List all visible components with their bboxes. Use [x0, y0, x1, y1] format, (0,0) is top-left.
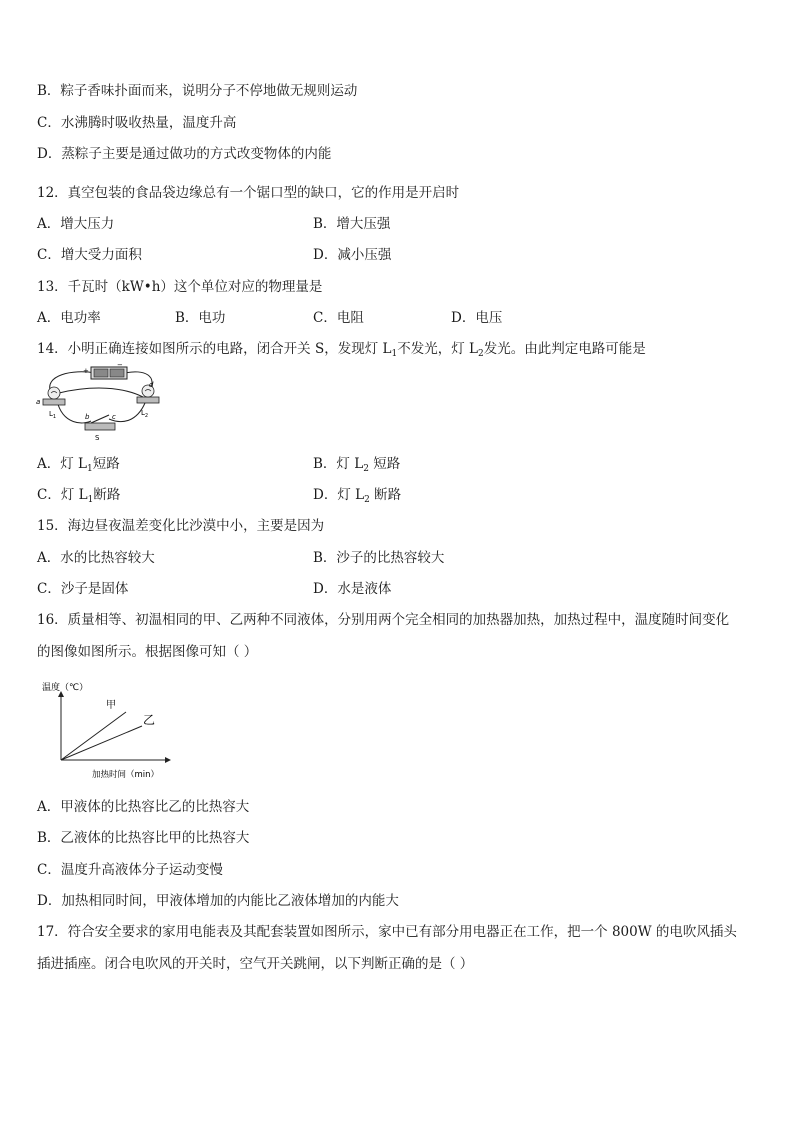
- q14-option-a: A．灯 $L_1$短路: [37, 456, 120, 474]
- q16-option-a: A．甲液体的比热容比乙的比热容大: [37, 799, 250, 815]
- q12-option-c: C．增大受力面积: [37, 247, 142, 263]
- q12-option-b: B．增大压强: [313, 216, 391, 232]
- graph-line-yi: [61, 726, 142, 760]
- q14-option-c: C．灯 $L_1$断路: [37, 487, 121, 505]
- lamp-l2: [137, 385, 159, 403]
- q15-option-d: D．水是液体: [313, 581, 392, 597]
- battery-minus-label: −: [117, 363, 123, 369]
- q16-option-d: D．加热相同时间，甲液体增加的内能比乙液体增加的内能大: [37, 893, 399, 909]
- q13-stem: 13．千瓦时（kW•h）这个单位对应的物理量是: [37, 279, 323, 295]
- terminal-a-label: a: [36, 398, 41, 406]
- q16-option-b: B．乙液体的比热容比甲的比热容大: [37, 830, 250, 846]
- q17-stem-line2: 插进插座。闭合电吹风的开关时，空气开关跳闸，以下判断正确的是（ ）: [37, 956, 474, 972]
- q11-option-d: D．蒸粽子主要是通过做功的方式改变物体的内能: [37, 146, 332, 162]
- q12-option-d: D．减小压强: [313, 247, 392, 263]
- terminal-c-label: c: [112, 413, 116, 421]
- switch-s-label: S: [95, 434, 100, 442]
- q14-option-d: D．灯 $L_2$ 断路: [313, 487, 402, 505]
- q14-option-b: B．灯 $L_2$ 短路: [313, 456, 401, 474]
- q13-option-a: A．电功率: [37, 310, 101, 326]
- q11-option-c: C．水沸腾时吸收热量，温度升高: [37, 115, 237, 131]
- q15-option-c: C．沙子是固体: [37, 581, 129, 597]
- q15-option-b: B．沙子的比热容较大: [313, 550, 445, 566]
- q14-circuit-figure: [33, 363, 163, 443]
- q13-option-d: D．电压: [451, 310, 503, 326]
- switch-s: [85, 415, 115, 430]
- q15-stem: 15．海边昼夜温差变化比沙漠中小，主要是因为: [37, 518, 325, 534]
- q13-option-c: C．电阻: [313, 310, 364, 326]
- q13-option-b: B．电功: [175, 310, 226, 326]
- q12-stem: 12．真空包装的食品袋边缘总有一个锯口型的缺口，它的作用是开启时: [37, 185, 460, 201]
- terminal-d-label: d: [149, 381, 154, 389]
- q16-stem-line1: 16．质量相等、初温相同的甲、乙两种不同液体，分别用两个完全相同的加热器加热，加热过程中，温度随时间变化: [37, 612, 730, 628]
- q11-option-b: B．粽子香味扑面而来，说明分子不停地做无规则运动: [37, 83, 358, 99]
- q17-stem-line1: 17．符合安全要求的家用电能表及其配套装置如图所示，家中已有部分用电器正在工作，把一个 800W 的电吹风插头: [37, 924, 737, 940]
- terminal-b-label: b: [85, 413, 90, 421]
- graph-line-jia: [61, 712, 126, 760]
- graph-ylabel: 温度（℃）: [42, 683, 89, 693]
- q14-stem: 14．小明正确连接如图所示的电路，闭合开关 S，发现灯 $L_1$不发光，灯 $L_2$发光。由此判定电路可能是: [37, 341, 646, 359]
- graph-label-jia: 甲: [106, 700, 116, 711]
- lamp-l2-label: $L_2$: [141, 409, 149, 419]
- q16-stem-line2: 的图像如图所示。根据图像可知（ ）: [37, 644, 258, 660]
- q16-temperature-graph: [42, 678, 172, 782]
- graph-label-yi: 乙: [143, 713, 156, 727]
- q15-option-a: A．水的比热容较大: [37, 550, 155, 566]
- lamp-l1: [43, 387, 65, 405]
- lamp-l1-label: $L_1$: [49, 410, 57, 420]
- q12-option-a: A．增大压力: [37, 216, 115, 232]
- battery-plus-label: +: [83, 367, 89, 375]
- graph-xlabel: 加热时间（min）: [92, 770, 160, 780]
- q16-option-c: C．温度升高液体分子运动变慢: [37, 862, 223, 878]
